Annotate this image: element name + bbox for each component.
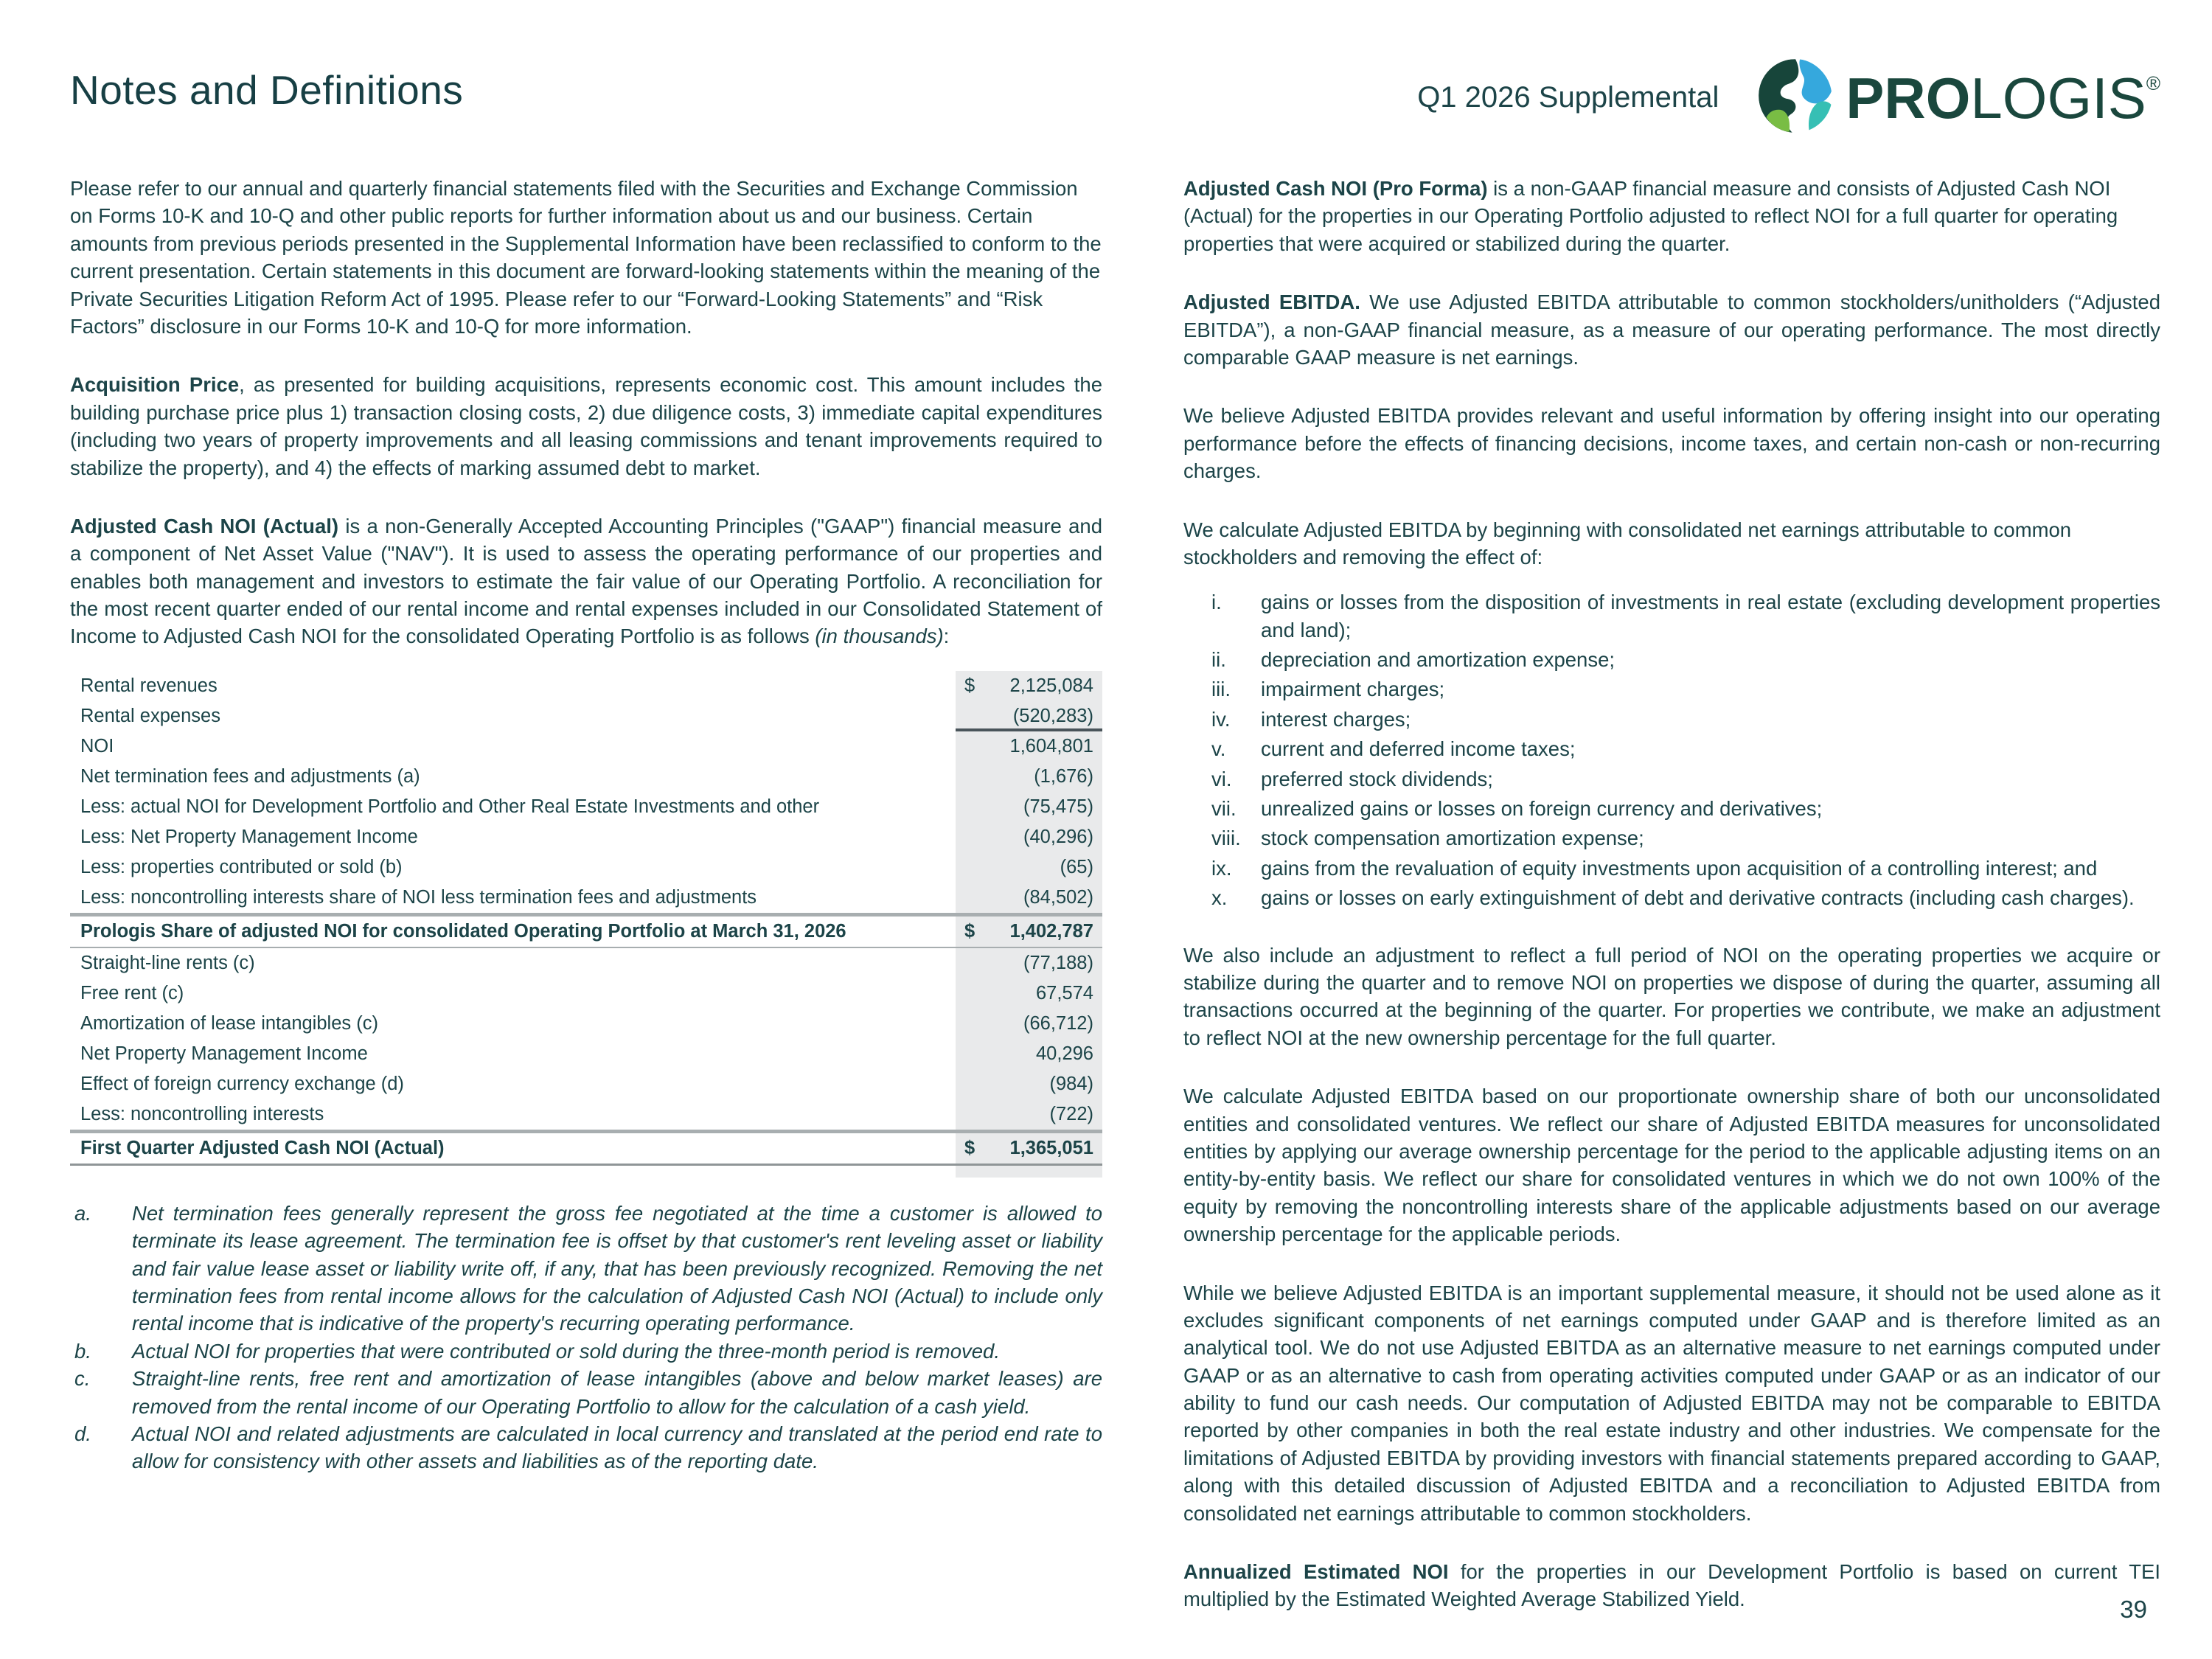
table-row (70, 1039, 1102, 1069)
row-value (956, 978, 1102, 1009)
list-item (1183, 588, 2160, 644)
row-label: Less: actual NOI for Development Portfolio and Other Real Estate Investments and other (80, 796, 820, 817)
list-item-text: preferred stock dividends; (1261, 767, 1493, 790)
footnote (70, 1200, 1102, 1338)
row-label: Prologis Share of adjusted NOI for consolidated Operating Portfolio at March 31, 2026 (80, 920, 846, 942)
footnotes (70, 1200, 1102, 1475)
row-value (956, 701, 1102, 731)
paragraph-forward-looking: Please refer to our annual and quarterly financial statements filed with the Securities and Exchange Commission on Forms 10-K and 10-Q and other public reports for further information about us and our business. Certain amounts from previous periods presented in the Supplemental Information have been reclassified to conform to the current presentation. Certain statements in this document are forward-looking statements within the meaning of the Private Securities Litigation Reform Act of 1995. Please refer to our “Forward-Looking Statements” and “Risk Factors” disclosure in our Forms 10-K and 10-Q for more information. (70, 177, 1102, 338)
footnote-label: c. (74, 1367, 91, 1391)
edition-label: Q1 2026 Supplemental (1417, 81, 1719, 114)
row-value (956, 1099, 1102, 1130)
dollar-sign: $ (964, 920, 975, 942)
row-value (956, 883, 1102, 913)
paragraph-ebitda-proportionate: We calculate Adjusted EBITDA based on our proportionate ownership share of both our unconsolidated entities and consolidated ventures. We reflect our share of Adjusted EBITDA measures for unconsolidated entities by applying our average ownership percentage for the period to the applicable adjusting items on an entity-by-entity basis. We reflect our share for consolidated ventures in which we do not own 100% of the equity by removing the noncontrolling interests share of the applicable adjustments based on our average ownership percentage for the applicable periods. (1183, 1085, 2160, 1246)
footnote (70, 1338, 1102, 1365)
paragraph-ebitda-believe: We believe Adjusted EBITDA provides relevant and useful information by offering insight into our operating performance before the effects of financing decisions, income taxes, and certain non-cash or non-recurring charges. (1183, 404, 2160, 483)
table-row (70, 762, 1102, 792)
roman-numeral: ix. (1211, 856, 1232, 880)
roman-numeral: ii. (1211, 648, 1226, 672)
table-row (70, 978, 1102, 1009)
list-item (1183, 855, 2160, 882)
dollar-sign: $ (964, 1137, 975, 1158)
paragraph-ebitda-limitations: While we believe Adjusted EBITDA is an important supplemental measure, it should not be used alone as it excludes significant components of net earnings computed under GAAP and is therefore limited as an analytical tool. We do not use Adjusted EBITDA as an alternative measure to net earnings computed under GAAP or as an alternative to cash from operating activities computed under GAAP or as an indicator of our ability to fund our cash needs. Our computation of Adjusted EBITDA may not be comparable to EBITDA reported by other companies in both the real estate industry and other industries. We compensate for the limitations of Adjusted EBITDA by providing investors with financial statements prepared according to GAAP, along with this detailed discussion of Adjusted EBITDA and a reconciliation to Adjusted EBITDA from consolidated net earnings attributable to common stockholders. (1183, 1281, 2160, 1525)
table-row (70, 671, 1102, 701)
row-value (956, 1133, 1102, 1164)
list-item-text: gains or losses on early extinguishment of debt and derivative contracts (including cash charges). (1261, 886, 2135, 910)
row-value (956, 792, 1102, 822)
table-row (70, 1099, 1102, 1130)
ebitda-adjustments-list (1183, 588, 2160, 911)
footnote-text: Straight-line rents, free rent and amortization of lease intangibles (above and below market leases) are removed from the rental income of our Operating Portfolio to allow for the calculation of a cash yield. (132, 1367, 1102, 1418)
roman-numeral: iv. (1211, 707, 1231, 731)
brand-logis: LOGIS (1970, 65, 2146, 131)
list-item (1183, 675, 2160, 703)
column-right (1183, 175, 2160, 1644)
acquisition-price-term: Acquisition Price (70, 373, 240, 397)
amount: (40,296) (1023, 826, 1093, 847)
footnote-label: b. (74, 1339, 91, 1363)
roman-numeral: vi. (1211, 767, 1232, 790)
amount: (520,283) (1012, 705, 1093, 726)
amount: (77,188) (1023, 952, 1093, 973)
list-item-text: stock compensation amortization expense; (1261, 827, 1644, 850)
row-label: Less: Net Property Management Income (80, 826, 418, 847)
amount: 1,402,787 (1009, 920, 1093, 942)
list-item (1183, 735, 2160, 762)
in-thousands-note: (in thousands) (815, 625, 944, 648)
amount: 1,365,051 (1009, 1137, 1093, 1158)
row-label: Less: properties contributed or sold (b) (80, 856, 403, 877)
row-value (956, 1166, 1102, 1178)
row-label: Less: noncontrolling interests (80, 1103, 324, 1124)
table-row (70, 1009, 1102, 1039)
list-item (1183, 884, 2160, 911)
adjusted-ebitda-term: Adjusted EBITDA. (1183, 291, 1360, 314)
row-value (956, 762, 1102, 792)
roman-numeral: vii. (1211, 797, 1237, 821)
page-header (70, 53, 2160, 138)
amount: 40,296 (1036, 1043, 1093, 1064)
amount: (65) (1060, 856, 1093, 877)
footnote-text: Actual NOI and related adjustments are calculated in local currency and translated at the period end rate to allow for consistency with other assets and liabilities as of the reporting date. (132, 1422, 1102, 1473)
footnote-text: Actual NOI for properties that were contributed or sold during the three-month period is removed. (132, 1339, 1000, 1363)
footnote (70, 1365, 1102, 1420)
row-label (70, 1166, 956, 1178)
row-label: NOI (80, 735, 114, 757)
amount: 67,574 (1036, 982, 1093, 1004)
list-item (1183, 646, 2160, 673)
list-item (1183, 765, 2160, 793)
brand-pro: PRO (1846, 65, 1971, 131)
row-label: Rental revenues (80, 675, 218, 696)
dollar-sign: $ (964, 675, 975, 696)
page-number: 39 (2120, 1596, 2147, 1623)
table-row (70, 948, 1102, 978)
list-item-text: gains from the revaluation of equity investments upon acquisition of a controlling interest; and (1261, 856, 2098, 880)
row-label: Effect of foreign currency exchange (d) (80, 1073, 404, 1094)
registered-mark: ® (2146, 72, 2160, 94)
roman-numeral: iii. (1211, 678, 1231, 701)
row-label: Free rent (c) (80, 982, 184, 1004)
list-item (1183, 795, 2160, 822)
header-right (1417, 58, 2160, 138)
table-row (70, 731, 1102, 762)
row-label: Straight-line rents (c) (80, 952, 255, 973)
row-label: First Quarter Adjusted Cash NOI (Actual) (80, 1137, 445, 1158)
row-value (956, 731, 1102, 762)
row-value (956, 1069, 1102, 1099)
table-row-subtotal (70, 913, 1102, 948)
paragraph-acquisition-price (70, 371, 1102, 481)
list-item-text: gains or losses from the disposition of investments in real estate (excluding development properties and land); (1261, 591, 2160, 641)
paragraph-adjusted-cash-noi-actual (70, 512, 1102, 650)
list-item (1183, 824, 2160, 852)
list-item-text: unrealized gains or losses on foreign currency and derivatives; (1261, 797, 1823, 821)
row-value (956, 1039, 1102, 1069)
list-item-text: interest charges; (1261, 707, 1411, 731)
table-row (70, 822, 1102, 852)
annualized-estimated-noi-text: for the properties in our Development Portfolio is based on current TEI multiplied by the Estimated Weighted Average Stabilized Yield. (1183, 1560, 2160, 1611)
amount: (84,502) (1023, 886, 1093, 908)
row-label: Net termination fees and adjustments (a) (80, 765, 420, 787)
content-columns (70, 175, 2160, 1644)
list-item-text: current and deferred income taxes; (1261, 737, 1576, 761)
adjusted-cash-noi-proforma-text: is a non-GAAP financial measure and consists of Adjusted Cash NOI (Actual) for the properties in our Operating Portfolio adjusted to reflect NOI for a full quarter for operating properties that were acquired or stabilized during the quarter. (1183, 177, 2118, 255)
paragraph-ebitda-full-period: We also include an adjustment to reflect a full period of NOI on the operating properties we acquire or stabilize during the quarter and to remove NOI on properties we dispose of during the quarter, assuming all transactions occurred at the beginning of the quarter. For properties we contribute, we make an adjustment to reflect NOI at the new ownership percentage for the full quarter. (1183, 943, 2160, 1049)
row-label: Net Property Management Income (80, 1043, 368, 1064)
table-row (70, 701, 1102, 731)
row-value (956, 917, 1102, 947)
column-left (70, 175, 1102, 1644)
amount: 1,604,801 (1009, 735, 1093, 757)
table-row-total (70, 1130, 1102, 1166)
acquisition-price-text: , as presented for building acquisitions, represents economic cost. This amount includes the building purchase price plus 1) transaction closing costs, 2) due diligence costs, 3) immediate capital expenditures (including two years of property improvements and all leasing commissions and tenant improvements required to stabilize the property), and 4) the effects of marking assumed debt to market. (70, 373, 1103, 479)
adjusted-cash-noi-actual-term: Adjusted Cash NOI (Actual) (70, 514, 339, 538)
table-row (70, 852, 1102, 883)
paragraph-annualized-estimated-noi (1183, 1558, 2160, 1613)
amount: (722) (1049, 1103, 1093, 1124)
footnote-label: a. (74, 1201, 91, 1225)
footnote-label: d. (74, 1422, 91, 1445)
table-row (70, 883, 1102, 913)
table-row (70, 1069, 1102, 1099)
row-value (956, 1009, 1102, 1039)
amount: (1,676) (1034, 765, 1093, 787)
page-title: Notes and Definitions (70, 67, 464, 113)
row-label: Amortization of lease intangibles (c) (80, 1012, 378, 1034)
colon: : (943, 625, 950, 648)
adjusted-ebitda-text: We use Adjusted EBITDA attributable to common stockholders/unitholders (“Adjusted EBITDA”), a non-GAAP financial measure, as a measure of our operating performance. The most directly comparable GAAP measure is net earnings. (1183, 291, 2160, 369)
amount: 2,125,084 (1009, 675, 1093, 696)
noi-reconciliation-table (70, 671, 1102, 1178)
paragraph-adjusted-ebitda (1183, 288, 2160, 371)
prologis-globe-icon (1757, 58, 1834, 138)
paragraph-ebitda-calculate-intro: We calculate Adjusted EBITDA by beginning with consolidated net earnings attributable to common stockholders and removing the effect of: (1183, 518, 2072, 568)
footnote-text: Net termination fees generally represent the gross fee negotiated at the time a customer is allowed to terminate its lease agreement. The termination fee is offset by that customer's rent leveling asset or liability and fair value lease asset or liability write off, if any, that has been previously recognized. Removing the net termination fees from rental income allows for the calculation of Adjusted Cash NOI (Actual) to include only rental income that is indicative of the property's recurring operating performance. (132, 1201, 1102, 1335)
amount: (984) (1049, 1073, 1093, 1094)
row-label: Rental expenses (80, 705, 220, 726)
annualized-estimated-noi-term: Annualized Estimated NOI (1183, 1560, 1449, 1584)
row-value (956, 852, 1102, 883)
list-item (1183, 706, 2160, 733)
row-label: Less: noncontrolling interests share of NOI less termination fees and adjustments (80, 886, 757, 908)
amount: (75,475) (1023, 796, 1093, 817)
row-value (956, 822, 1102, 852)
list-item-text: impairment charges; (1261, 678, 1445, 701)
prologis-logo (1757, 58, 2160, 138)
list-item-text: depreciation and amortization expense; (1261, 648, 1615, 672)
row-value (956, 671, 1102, 701)
adjusted-cash-noi-actual-text: is a non-Generally Accepted Accounting Principles ("GAAP") financial measure and a component of Net Asset Value ("NAV"). It is used to assess the operating performance of our properties and enables both management and investors to estimate the fair value of our Operating Portfolio. A reconciliation for the most recent quarter ended of our rental income and rental expenses included in our Consolidated Statement of Income to Adjusted Cash NOI for the consolidated Operating Portfolio is as follows (70, 514, 1103, 648)
roman-numeral: x. (1211, 886, 1228, 910)
brand-wordmark (1846, 65, 2160, 131)
row-value (956, 948, 1102, 978)
amount: (66,712) (1023, 1012, 1093, 1034)
roman-numeral: i. (1211, 591, 1222, 614)
roman-numeral: viii. (1211, 827, 1241, 850)
footnote (70, 1420, 1102, 1475)
adjusted-cash-noi-proforma-term: Adjusted Cash NOI (Pro Forma) (1183, 177, 1488, 200)
table-spacer-row (70, 1166, 1102, 1178)
paragraph-adjusted-cash-noi-proforma (1183, 175, 2160, 257)
roman-numeral: v. (1211, 737, 1226, 761)
table-row (70, 792, 1102, 822)
